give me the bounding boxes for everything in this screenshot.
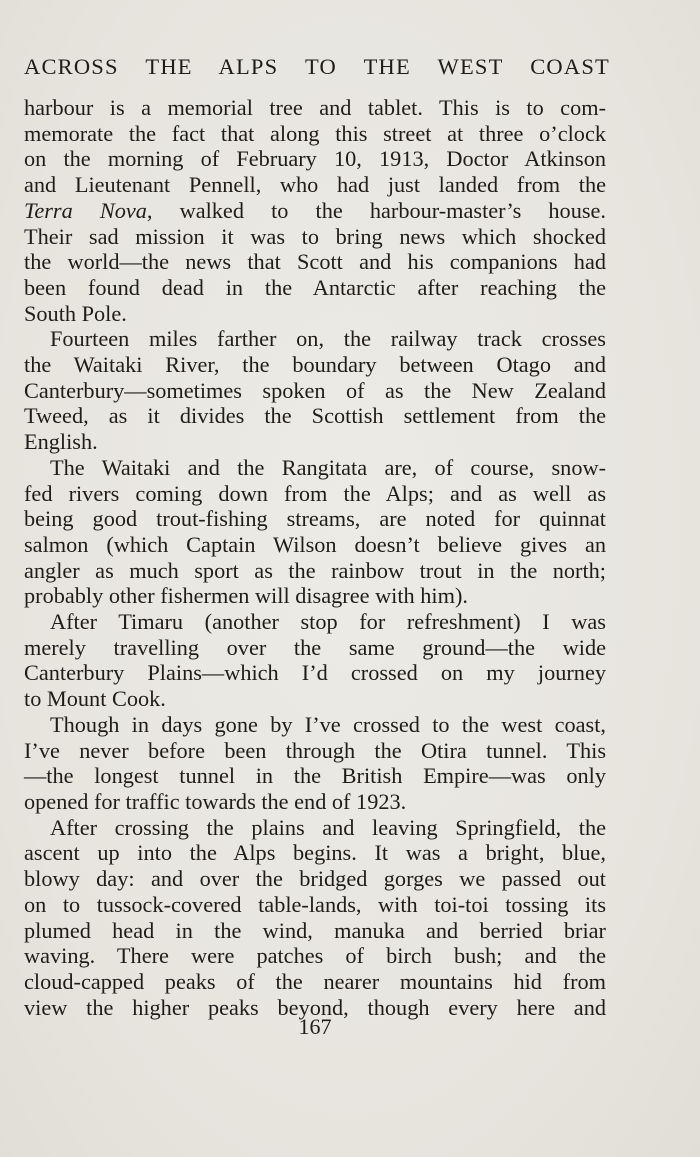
text-line: merely travelling over the same ground—the wide	[24, 634, 606, 660]
text-line: South Pole.	[24, 300, 127, 326]
text-line: —the longest tunnel in the British Empire—was only	[24, 763, 606, 789]
text-line: fed rivers coming down from the Alps; and as well as	[24, 480, 606, 506]
text-line: view the higher peaks beyond, though every here and	[24, 994, 606, 1020]
text-line: I’ve never before been through the Otira tunnel. This	[24, 737, 606, 763]
text-line: the world—the news that Scott and his companions had	[24, 249, 606, 275]
text-line: been found dead in the Antarctic after reaching the	[24, 274, 606, 300]
text-line: to Mount Cook.	[24, 686, 166, 712]
text-line: cloud-capped peaks of the nearer mountains hid from	[24, 968, 606, 994]
text-line: waving. There were patches of birch bush; and the	[24, 943, 606, 969]
text-line: English.	[24, 429, 98, 455]
text-line: The Waitaki and the Rangitata are, of course, snow-	[50, 454, 606, 480]
text-line: After Timaru (another stop for refreshment) I was	[50, 609, 606, 635]
text-line: blowy day: and over the bridged gorges we passed out	[24, 866, 606, 892]
text-line: Fourteen miles farther on, the railway track crosses	[50, 326, 606, 352]
text-line: Canterbury Plains—which I’d crossed on my journey	[24, 660, 606, 686]
text-line: and Lieutenant Pennell, who had just landed from the	[24, 172, 606, 198]
text-line: memorate the fact that along this street at three o’clock	[24, 120, 606, 146]
text-line-italic-ship: Terra Nova, walked to the harbour-master’s house.	[24, 197, 606, 223]
text-line: ascent up into the Alps begins. It was a bright, blue,	[24, 840, 606, 866]
text-line: being good trout-fishing streams, are noted for quinnat	[24, 506, 606, 532]
paragraph	[24, 455, 606, 609]
text-line: Their sad mission it was to bring news which shocked	[24, 223, 606, 249]
text-line: Canterbury—sometimes spoken of as the New Zealand	[24, 377, 606, 403]
text-line: Though in days gone by I’ve crossed to the west coast,	[50, 711, 606, 737]
ship-name: Terra Nova	[24, 197, 147, 223]
text-line: angler as much sport as the rainbow trout in the north;	[24, 557, 606, 583]
text-line: opened for traffic towards the end of 1923.	[24, 788, 407, 814]
text-line: probably other fishermen will disagree with him).	[24, 583, 468, 609]
paragraph	[24, 609, 606, 712]
text-line: salmon (which Captain Wilson doesn’t believe gives an	[24, 531, 606, 557]
body-text	[24, 95, 606, 1020]
text-line: on the morning of February 10, 1913, Doctor Atkinson	[24, 146, 606, 172]
text-line: on to tussock-covered table-lands, with toi-toi tossing its	[24, 891, 606, 917]
page-number: 167	[298, 1014, 332, 1039]
paragraph	[24, 712, 606, 815]
paragraph	[24, 815, 606, 1021]
text-line: harbour is a memorial tree and tablet. This is to com-	[24, 95, 606, 120]
running-head: ACROSS THE ALPS TO THE WEST COAST	[24, 54, 610, 79]
text-line: the Waitaki River, the boundary between Otago and	[24, 352, 606, 378]
paragraph	[24, 95, 606, 326]
text-line: After crossing the plains and leaving Springfield, the	[50, 814, 606, 840]
text-line: Tweed, as it divides the Scottish settlement from the	[24, 403, 606, 429]
text-line: plumed head in the wind, manuka and berried briar	[24, 917, 606, 943]
paragraph	[24, 326, 606, 455]
